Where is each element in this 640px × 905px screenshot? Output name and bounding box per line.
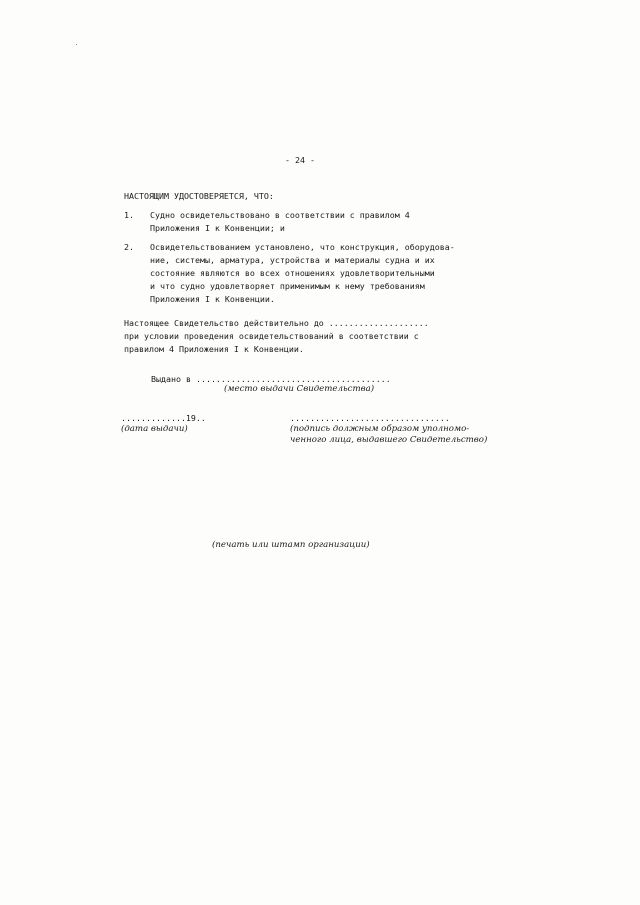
item-number: 2. bbox=[124, 242, 134, 252]
page-number: - 24 - bbox=[285, 155, 315, 165]
validity-line: при условии проведения освидетельствований в соответствии с bbox=[124, 331, 419, 341]
issued-at-caption: (место выдачи Свидетельства) bbox=[224, 384, 375, 394]
item-text-line: Приложения I к Конвенции. bbox=[150, 294, 275, 304]
validity-line: правилом 4 Приложения I к Конвенции. bbox=[124, 344, 304, 354]
issue-date-caption: (дата выдачи) bbox=[121, 424, 188, 434]
certification-heading: НАСТОЯЩИМ УДОСТОВЕРЯЕТСЯ, ЧТО: bbox=[124, 191, 274, 201]
item-text-line: и что судно удовлетворяет применимым к нему требованиям bbox=[150, 281, 425, 291]
item-text bbox=[150, 209, 410, 235]
validity-line: Настоящее Свидетельство действительно до .................... bbox=[124, 318, 429, 328]
signature-caption-line: ченного лица, выдавшего Свидетельство) bbox=[290, 435, 488, 445]
item-text-line: Судно освидетельствовано в соответствии с правилом 4 bbox=[150, 210, 410, 220]
validity-paragraph bbox=[124, 317, 429, 356]
seal-caption: (печать или штамп организации) bbox=[212, 540, 370, 550]
issue-date-line: .............19.. bbox=[121, 413, 206, 423]
item-text bbox=[150, 241, 455, 306]
item-text-line: Приложения I к Конвенции; и bbox=[150, 223, 285, 233]
signature-caption-line: (подпись должным образом уполномо- bbox=[290, 424, 470, 434]
item-text-line: ние, системы, арматура, устройства и материалы судна и их bbox=[150, 255, 435, 265]
item-number: 1. bbox=[124, 210, 134, 220]
issued-at-line: Выдано в ....................................... bbox=[151, 374, 391, 384]
item-text-line: состояние являются во всех отношениях удовлетворительными bbox=[150, 268, 435, 278]
item-text-line: Освидетельствованием установлено, что конструкция, оборудова- bbox=[150, 242, 455, 252]
signature-line: ................................ bbox=[290, 413, 450, 423]
scan-speck bbox=[76, 44, 77, 45]
